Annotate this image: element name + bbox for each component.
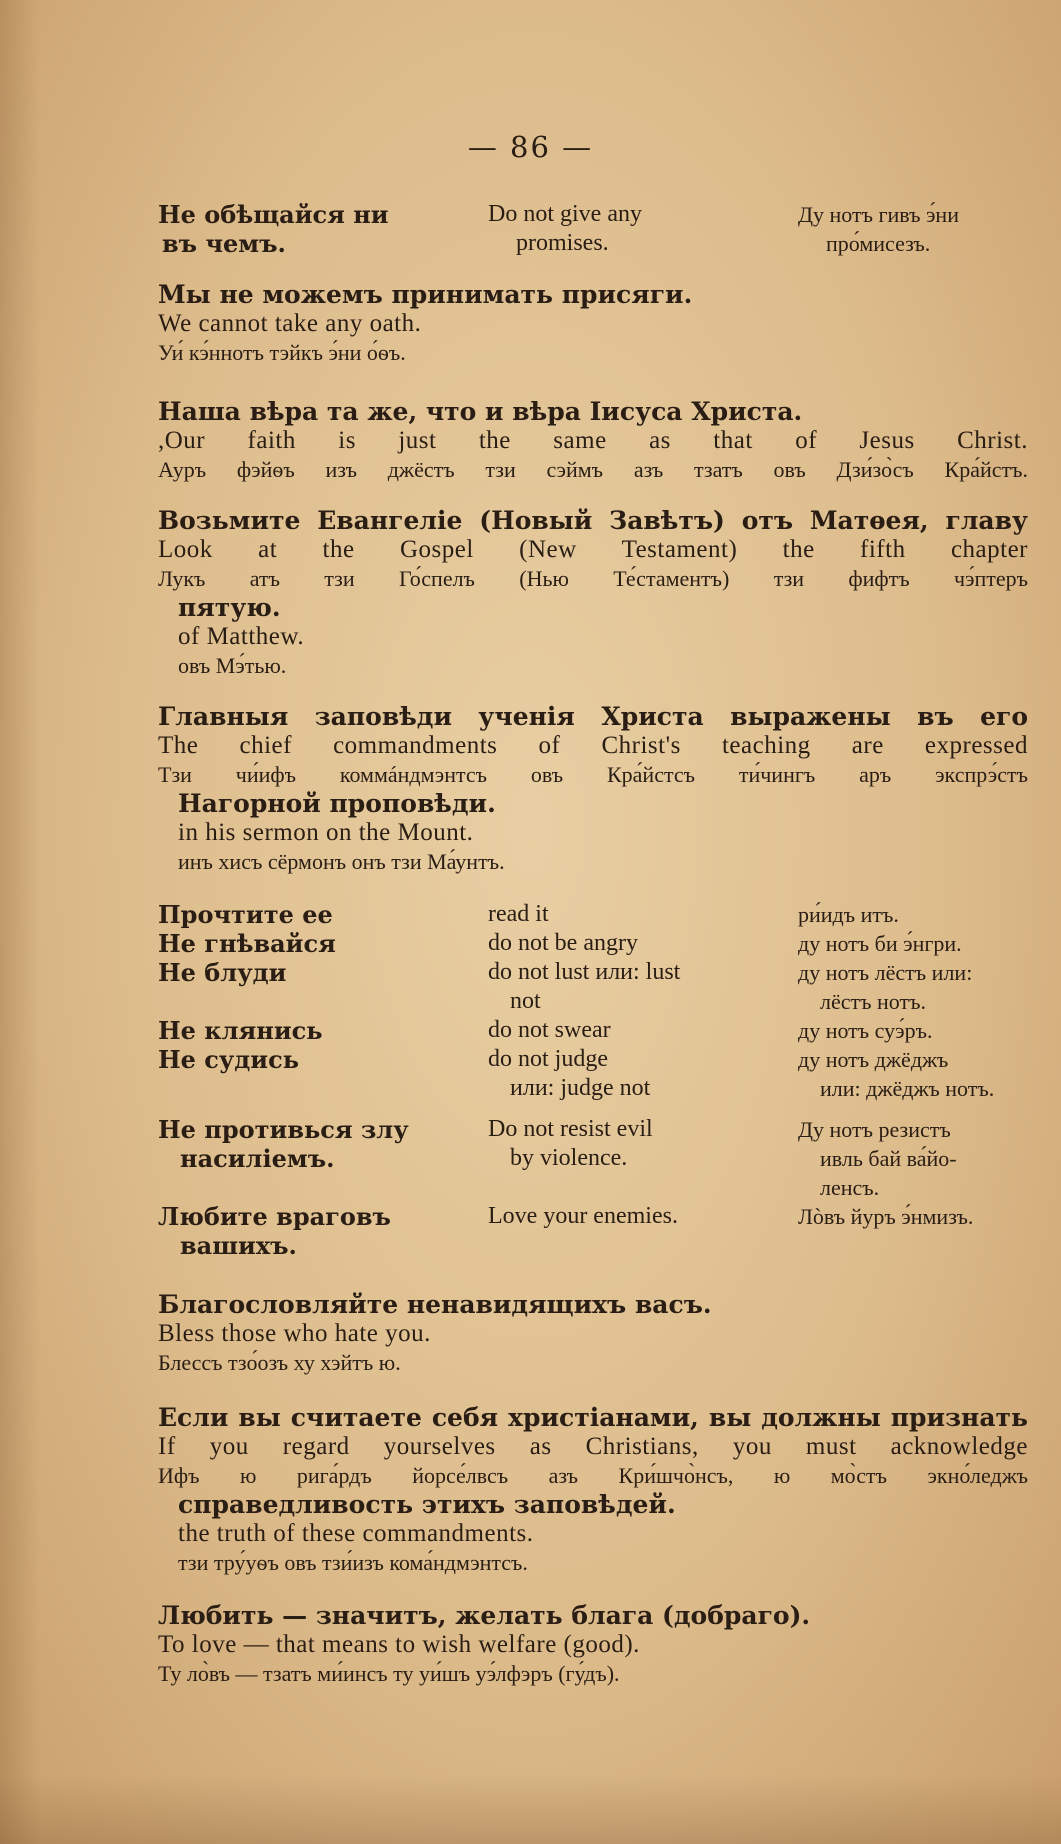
love-en: To love — that means to wish welfare (good). bbox=[158, 1631, 640, 1658]
rule-row bbox=[158, 900, 1061, 929]
christians-tr: Ифъ ю рига́рдъ йорсе́лвсъ азъ Кри́шчо̀нсъ, ю мо̀стъ экно́леджъ bbox=[158, 1463, 1028, 1488]
page-bottom-shadow bbox=[0, 1774, 1061, 1844]
promise-en-cont: promises. bbox=[516, 230, 609, 256]
promise-tr-cont: про́мисезъ. bbox=[826, 231, 931, 256]
christians-block bbox=[158, 1403, 1028, 1577]
rule-en: do not swear bbox=[488, 1017, 611, 1043]
rule-ru: Прочтите ее bbox=[158, 900, 333, 929]
rule-ru: Не судись bbox=[158, 1045, 299, 1074]
promise-ru: Не обѣщайся ни bbox=[158, 200, 389, 229]
oath-en: We cannot take any oath. bbox=[158, 310, 422, 337]
promise-en: Do not give any bbox=[488, 201, 642, 227]
rule-tr: ду нотъ суэ́ръ. bbox=[798, 1018, 933, 1043]
commandments-tr-cont: инъ хисъ сёрмонъ онъ тзи Ма́унтъ. bbox=[178, 849, 505, 874]
rule-tr: Ду нотъ резистъ bbox=[798, 1117, 951, 1142]
page-content bbox=[158, 200, 1028, 1710]
commandments-ru: Главныя заповѣди ученія Христа выражены въ его bbox=[158, 702, 1028, 731]
commandments-block bbox=[158, 702, 1028, 876]
rule-row bbox=[158, 958, 1061, 1016]
promise-row bbox=[158, 200, 1061, 258]
rule-en: do not lust или: lust bbox=[488, 959, 681, 985]
gospel-en: Look at the Gospel (New Testament) the fifth chapter bbox=[158, 536, 1028, 563]
commandments-ru-cont: Нагорной проповѣди. bbox=[178, 789, 496, 818]
faith-block bbox=[158, 397, 1028, 484]
rule-ru: Любите враговъ bbox=[158, 1202, 391, 1231]
bless-tr: Блессъ тзо́озъ ху хэйтъ ю. bbox=[158, 1350, 401, 1375]
rule-tr-cont: ивль бай ва́йо- bbox=[820, 1146, 957, 1171]
bless-block bbox=[158, 1290, 1028, 1377]
rule-en-cont: not bbox=[510, 988, 541, 1014]
gospel-ru: Возьмите Евангеліе (Новый Завѣтъ) отъ Матѳея, главу bbox=[158, 506, 1028, 535]
rule-row bbox=[158, 1202, 1061, 1260]
rule-ru-cont: насиліемъ. bbox=[180, 1144, 335, 1173]
rule-row bbox=[158, 1016, 1061, 1045]
christians-en: If you regard yourselves as Christians, you must acknowledge bbox=[158, 1433, 1028, 1460]
rule-ru: Не блуди bbox=[158, 958, 287, 987]
gospel-tr: Лукъ атъ тзи Го́спелъ (Нью Те́стаментъ) тзи фифтъ чэ́птеръ bbox=[158, 566, 1028, 591]
rule-tr: ри́идъ итъ. bbox=[798, 902, 899, 927]
oath-ru: Мы не можемъ принимать присяги. bbox=[158, 280, 693, 309]
rule-tr: ду нотъ лёстъ или: bbox=[798, 960, 973, 985]
bless-ru: Благословляйте ненавидящихъ васъ. bbox=[158, 1290, 712, 1319]
rule-row bbox=[158, 1045, 1061, 1103]
faith-ru: Наша вѣра та же, что и вѣра Іисуса Христа. bbox=[158, 397, 803, 426]
rule-en: Love your enemies. bbox=[488, 1203, 678, 1229]
page-number: — 86 — bbox=[467, 130, 594, 164]
christians-tr-cont: тзи тру́уѳъ овъ тзи́изъ кома́ндмэнтсъ. bbox=[178, 1550, 528, 1575]
commandments-en-cont: in his sermon on the Mount. bbox=[178, 819, 474, 846]
faith-en: ,Our faith is just the same as that of Jesus Christ. bbox=[158, 427, 1028, 454]
rule-row bbox=[158, 1115, 1061, 1202]
rule-tr-cont: или: джёджъ нотъ. bbox=[820, 1076, 995, 1101]
page-edge-shadow bbox=[0, 0, 40, 1844]
promise-tr: Ду нотъ гивъ э́ни bbox=[798, 202, 959, 227]
rule-ru: Не клянись bbox=[158, 1016, 323, 1045]
love-ru: Любить — значитъ, желать блага (добраго). bbox=[158, 1601, 811, 1630]
rule-ru: Не гнѣвайся bbox=[158, 929, 336, 958]
rule-en: do not judge bbox=[488, 1046, 608, 1072]
christians-ru: Если вы считаете себя христіанами, вы должны признать bbox=[158, 1403, 1028, 1432]
rule-tr: ду нотъ джёджъ bbox=[798, 1047, 949, 1072]
rule-en: read it bbox=[488, 901, 549, 927]
gospel-block bbox=[158, 506, 1028, 680]
rules-table bbox=[158, 900, 1061, 1260]
promise-ru-cont: въ чемъ. bbox=[162, 229, 286, 258]
rule-en: do not be angry bbox=[488, 930, 638, 956]
commandments-tr: Тзи чи́ифъ коммáндмэнтсъ овъ Кра́йстсъ ти́чингъ аръ экспрэ́стъ bbox=[158, 762, 1028, 787]
rule-en: Do not resist evil bbox=[488, 1116, 653, 1142]
rule-tr: ду нотъ би э́нгри. bbox=[798, 931, 962, 956]
love-tr: Ту ло̀въ — тзатъ ми́инсъ ту уи́шъ уэ́лфэръ (гу́дъ). bbox=[158, 1661, 620, 1686]
gospel-ru-cont: пятую. bbox=[178, 593, 281, 622]
christians-ru-cont: справедливость этихъ заповѣдей. bbox=[178, 1490, 676, 1519]
rule-ru-cont: вашихъ. bbox=[180, 1231, 297, 1260]
love-block bbox=[158, 1601, 1028, 1688]
oath-block bbox=[158, 280, 1028, 367]
rule-tr-cont: ленсъ. bbox=[820, 1175, 880, 1200]
rule-tr: Лòвъ йуръ э́нмизъ. bbox=[798, 1204, 974, 1229]
christians-en-cont: the truth of these commandments. bbox=[178, 1520, 534, 1547]
rule-row bbox=[158, 929, 1061, 958]
bless-en: Bless those who hate you. bbox=[158, 1320, 431, 1347]
rule-en-cont: by violence. bbox=[510, 1145, 628, 1171]
gospel-tr-cont: овъ Мэ́тью. bbox=[178, 653, 287, 678]
rule-ru: Не противься злу bbox=[158, 1115, 409, 1144]
rule-en-cont: или: judge not bbox=[510, 1075, 651, 1101]
gospel-en-cont: of Matthew. bbox=[178, 623, 305, 650]
faith-tr: Ауръ фэйѳъ изъ джёстъ тзи сэймъ азъ тзатъ овъ Дзи́зо̀съ Кра́йстъ. bbox=[158, 457, 1028, 482]
commandments-en: The chief commandments of Christ's teaching are expressed bbox=[158, 732, 1028, 759]
oath-tr: Уи́ кэ́ннотъ тэйкъ э́ни о́ѳъ. bbox=[158, 340, 406, 365]
rule-tr-cont: лёстъ нотъ. bbox=[820, 989, 926, 1014]
